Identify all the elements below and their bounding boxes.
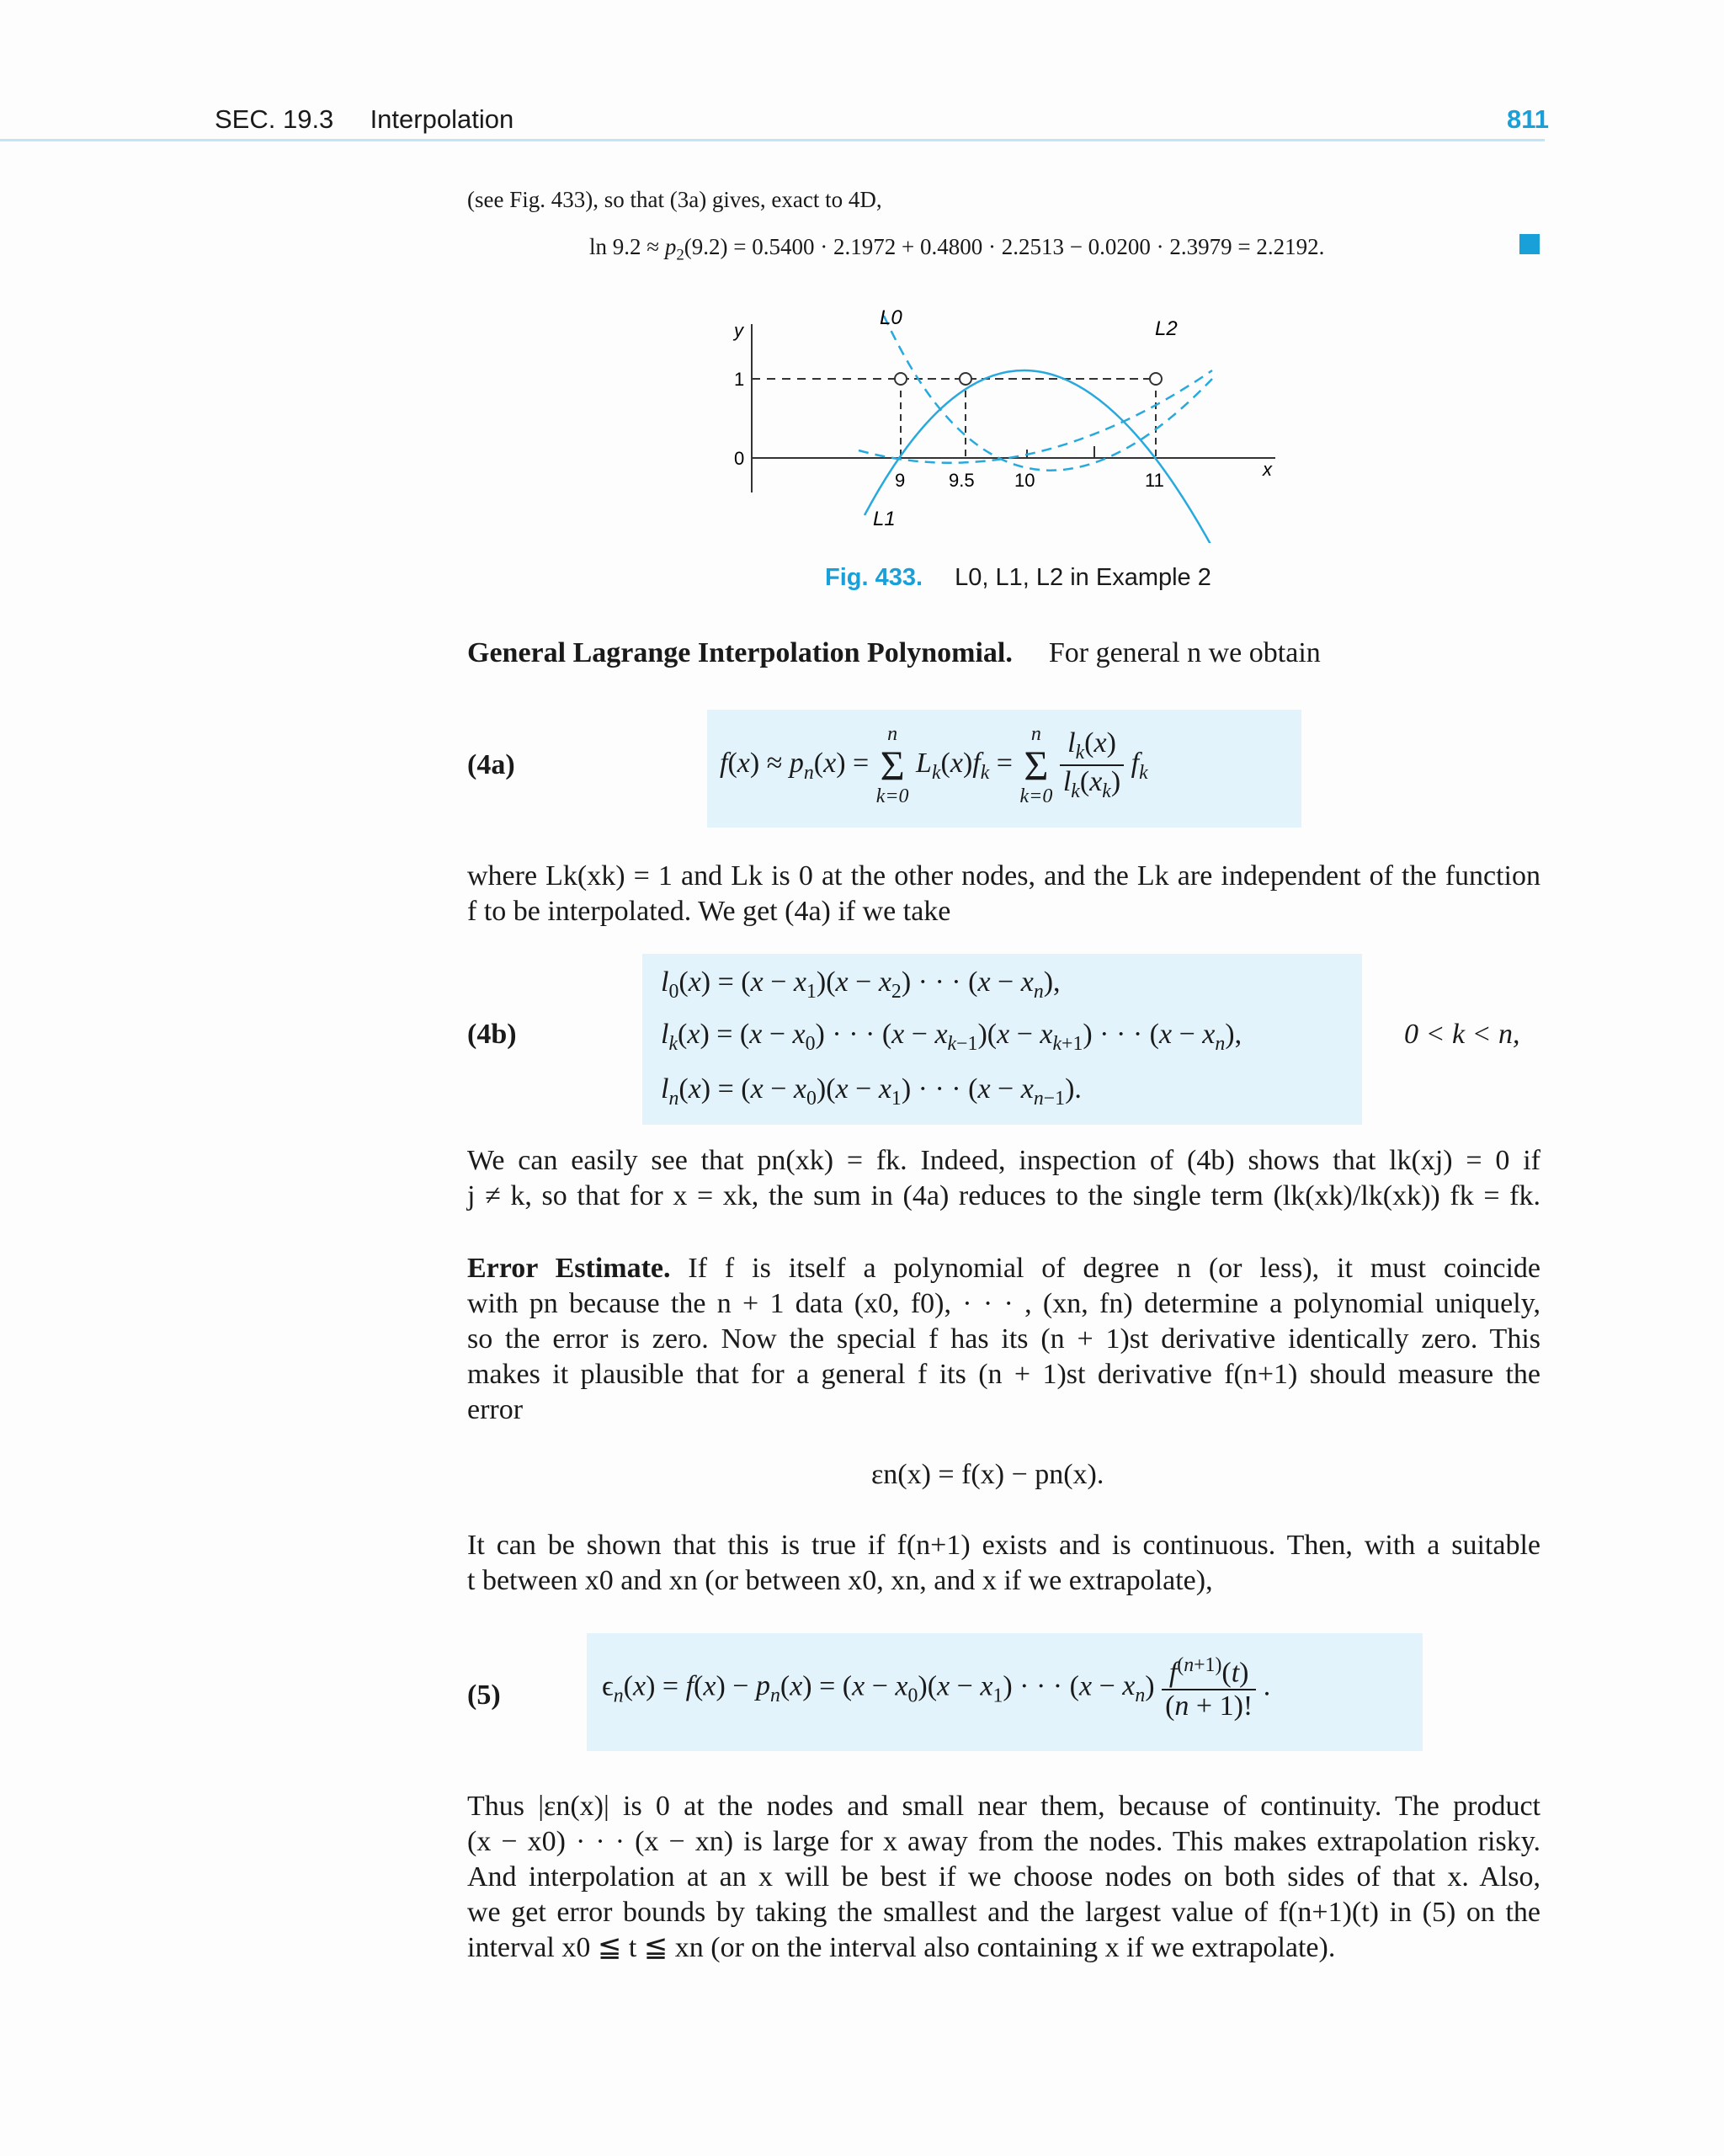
error-heading: Error Estimate. <box>467 1253 671 1284</box>
equation-5: $\epsilon_n(x) = f(x) - p_n(x) = (x - x_0)(x - x_1)$ · · · $(x - x_n)$ $\frac{f^{(n+1)}(t)}{(n + 1)!}$ . <box>602 1654 1271 1722</box>
para-where-line2: f to be interpolated. We get (4a) if we take <box>467 896 951 927</box>
figure-caption <box>825 564 1211 592</box>
figure-caption-label: Fig. 433. <box>825 564 923 591</box>
para-shown-line2: t between x0 and xn (or between x0, xn, and x if we extrapolate), <box>467 1565 1213 1596</box>
figure-caption-text: L0, L1, L2 in Example 2 <box>955 564 1211 591</box>
label-L0: L0 <box>880 306 902 329</box>
equation-4a: $f(x) \approx p_n(x)$ = n Σ k=0 $L_k(x)f_k$ = n Σ k=0 $\frac{l_k(x)}{l_k(x_k)}$ $f_k$ <box>720 723 1148 807</box>
para-thus-line5: interval x0 ≦ t ≦ xn (or on the interval also containing x if we extrapolate). <box>467 1932 1336 1963</box>
section-title: Interpolation <box>370 104 514 134</box>
header-rule <box>0 139 1545 141</box>
para-thus-line3: And interpolation at an x will be best if we choose nodes on both sides of that x. Also, <box>467 1861 1540 1892</box>
para-thus-line2: (x − x0) · · · (x − xn) is large for x away from the nodes. This makes extrapolation risky. <box>467 1826 1540 1857</box>
equation-4b-condition: 0 < k < n, <box>1404 1019 1520 1050</box>
equation-5-label: (5) <box>467 1680 501 1711</box>
intro-equation: $\ln 9.2 \approx p_2(9.2) = 0.5400 \cdot 2.1972 + 0.4800 \cdot 2.2513 - 0.0200 \cdot 2.3979 = 2.2192$. <box>589 234 1325 264</box>
equation-4b-line2: $l_k(x) = (x - x_0)$ · · · $(x - x_{k-1})(x - x_{k+1})$ · · · $(x - x_n)$, <box>661 1019 1242 1055</box>
x-axis-label: x <box>1263 459 1272 480</box>
x-tick-9: 9 <box>895 470 906 491</box>
running-header <box>215 104 513 135</box>
node-point <box>1150 373 1162 385</box>
equation-4b-line3: $l_n(x) = (x - x_0)(x - x_1)$ · · · $(x - x_{n-1})$. <box>661 1073 1082 1110</box>
equation-4a-label: (4a) <box>467 749 515 780</box>
para-shown-line1: It can be shown that this is true if f(n+1) exists and is continuous. Then, with a suitable <box>467 1530 1540 1561</box>
y-tick-1: 1 <box>734 369 745 390</box>
curve-L1 <box>865 370 1212 543</box>
label-L1: L1 <box>873 508 896 530</box>
section-error-line4: makes it plausible that for a general f its (n + 1)st derivative f(n+1) should measure the <box>467 1359 1540 1390</box>
x-tick-10: 10 <box>1014 470 1035 491</box>
section-error-line5: error <box>467 1394 524 1425</box>
para-thus-line4: we get error bounds by taking the smallest and the largest value of f(n+1)(t) in (5) on the <box>467 1897 1540 1928</box>
para-thus-line1: Thus |εn(x)| is 0 at the nodes and small near them, because of continuity. The product <box>467 1791 1540 1822</box>
equation-4b-line1: $l_0(x) = (x - x_1)(x - x_2)$ · · · $(x - x_n)$, <box>661 966 1061 1003</box>
general-intro-text: For general n we obtain <box>1048 637 1321 668</box>
section-error-line2: with pn because the n + 1 data (x0, f0), · · · , (xn, fn) determine a polynomial uniquely, <box>467 1288 1540 1319</box>
section-error-line1 <box>467 1251 1540 1286</box>
section-error-line3: so the error is zero. Now the special f has its (n + 1)st derivative identically zero. This <box>467 1323 1540 1355</box>
y-tick-0: 0 <box>734 448 745 469</box>
node-point <box>895 373 907 385</box>
end-of-example-marker <box>1519 234 1540 254</box>
intro-text: (see Fig. 433), so that (3a) gives, exact to 4D, <box>467 187 882 212</box>
page-number: 811 <box>1507 104 1550 134</box>
x-tick-11: 11 <box>1145 470 1164 491</box>
label-L2: L2 <box>1155 317 1178 340</box>
error-text-line1: If f is itself a polynomial of degree n (or less), it must coincide <box>688 1253 1540 1284</box>
section-general <box>467 636 1321 671</box>
x-tick-9-5: 9.5 <box>949 470 975 491</box>
para-easy-line1: We can easily see that pn(xk) = fk. Indeed, inspection of (4b) shows that lk(xj) = 0 if <box>467 1145 1540 1176</box>
section-number: SEC. 19.3 <box>215 104 334 134</box>
node-point <box>960 373 971 385</box>
para-easy-line2: j ≠ k, so that for x = xk, the sum in (4a) reduces to the single term (lk(xk)/lk(xk)) fk = fk. <box>467 1180 1540 1211</box>
para-where-line1: where Lk(xk) = 1 and Lk is 0 at the other nodes, and the Lk are independent of the function <box>467 860 1540 892</box>
equation-4b-label: (4b) <box>467 1019 517 1050</box>
y-axis-label: y <box>734 320 743 341</box>
equation-error: εn(x) = f(x) − pn(x). <box>871 1459 1104 1490</box>
general-heading: General Lagrange Interpolation Polynomial. <box>467 637 1013 668</box>
figure-433 <box>716 299 1280 543</box>
